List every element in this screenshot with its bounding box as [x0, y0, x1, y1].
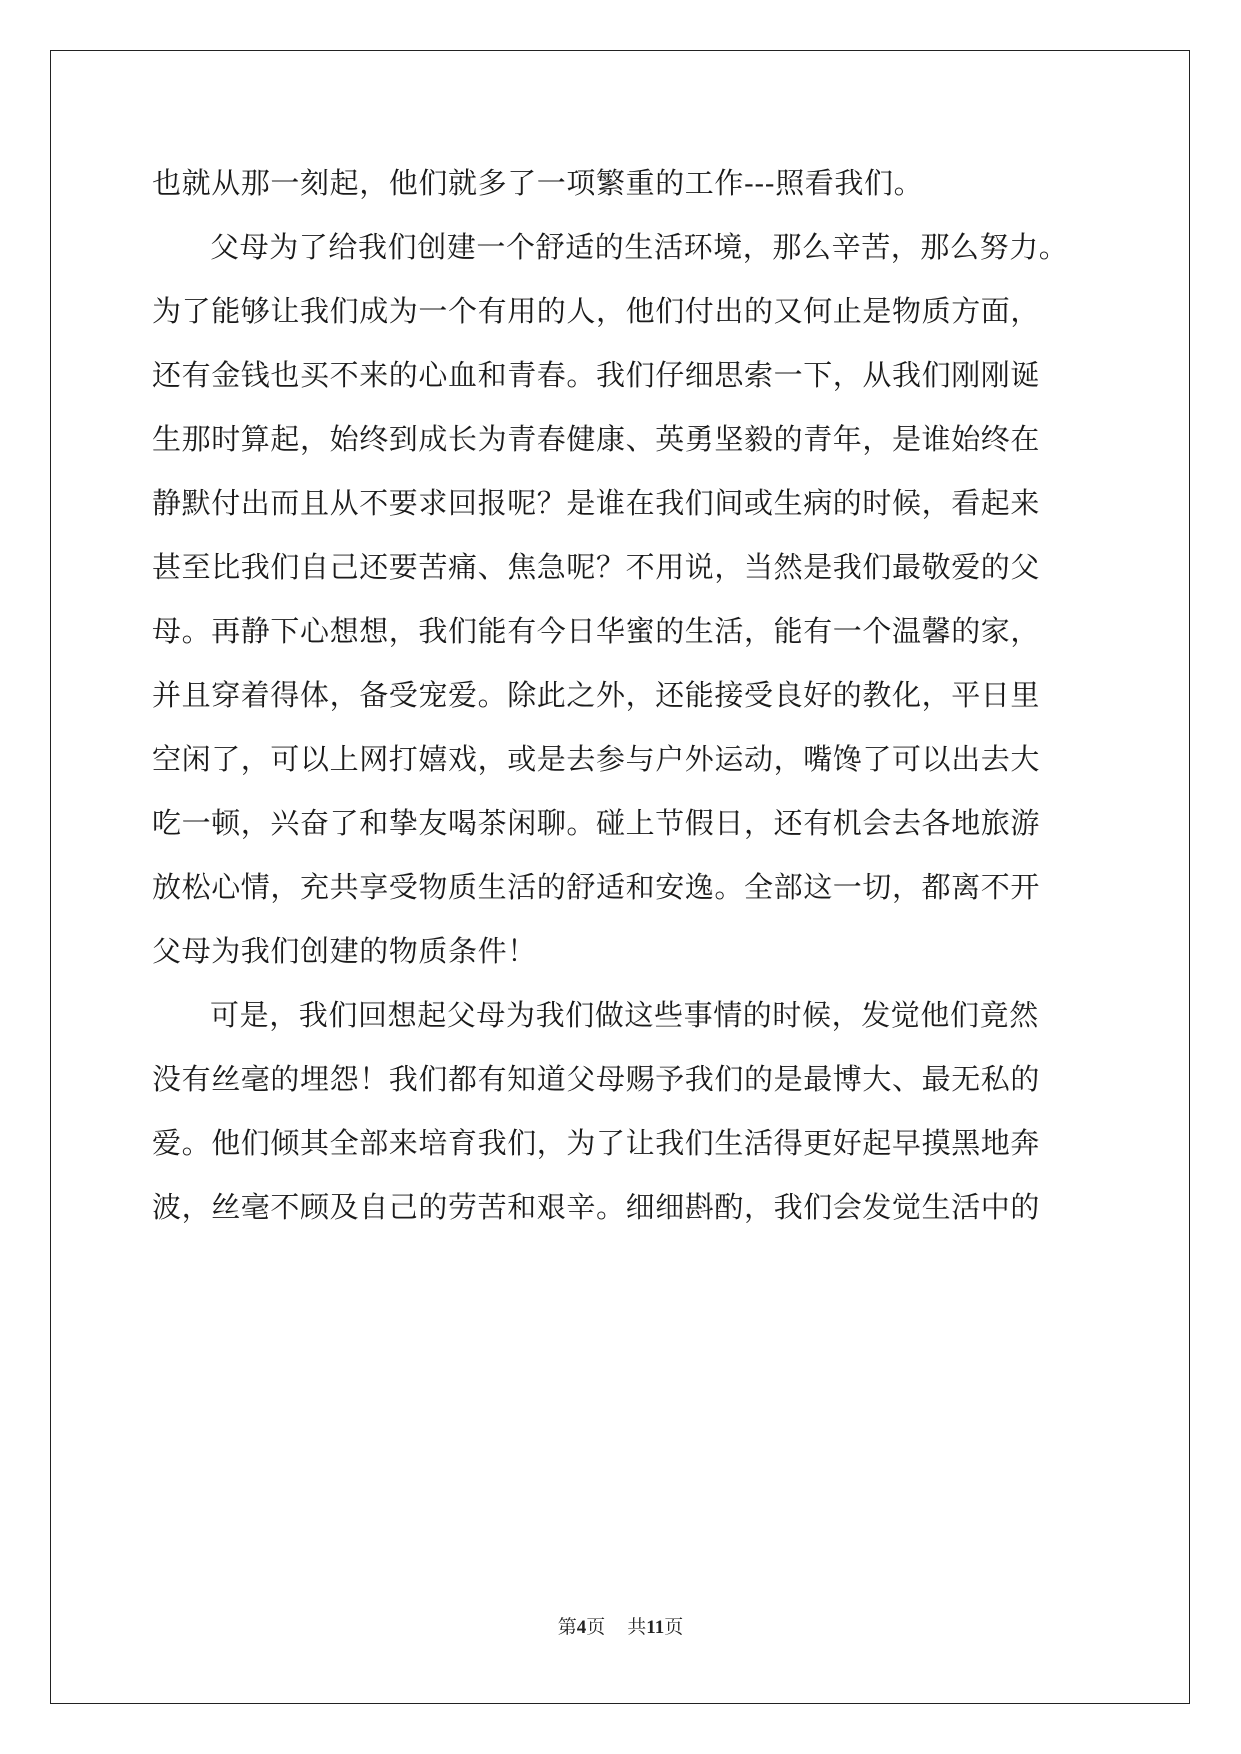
paragraph-line: 吃一顿，兴奋了和挚友喝茶闲聊。碰上节假日，还有机会去各地旅游	[152, 806, 1041, 840]
page-footer	[0, 1612, 1241, 1639]
paragraph-line: 生那时算起，始终到成长为青春健康、英勇坚毅的青年，是谁始终在	[152, 422, 1041, 456]
paragraph-line: 空闲了，可以上网打嬉戏，或是去参与户外运动，嘴馋了可以出去大	[152, 742, 1041, 776]
paragraph-line: 波，丝毫不顾及自己的劳苦和艰辛。细细斟酌，我们会发觉生活中的	[152, 1190, 1041, 1224]
total-suffix: 页	[664, 1617, 684, 1638]
page-prefix: 第	[557, 1617, 577, 1638]
total-prefix: 共	[627, 1617, 647, 1638]
paragraph-line: 还有金钱也买不来的心血和青春。我们仔细思索一下，从我们刚刚诞	[152, 358, 1041, 392]
paragraph-line: 也就从那一刻起，他们就多了一项繁重的工作---照看我们。	[152, 166, 924, 200]
total-pages: 11	[646, 1617, 665, 1638]
paragraph-line: 没有丝毫的埋怨！我们都有知道父母赐予我们的是最博大、最无私的	[152, 1062, 1041, 1096]
paragraph-line: 甚至比我们自己还要苦痛、焦急呢？不用说，当然是我们最敬爱的父	[152, 550, 1041, 584]
document-body	[152, 168, 1092, 1256]
paragraph-line: 父母为了给我们创建一个舒适的生活环境，那么辛苦，那么努力。	[210, 230, 1069, 264]
page-suffix: 页	[586, 1617, 606, 1638]
paragraph-line: 父母为我们创建的物质条件！	[152, 934, 537, 968]
page-number: 4	[576, 1617, 587, 1638]
paragraph-line: 为了能够让我们成为一个有用的人，他们付出的又何止是物质方面，	[152, 294, 1041, 328]
paragraph-line: 并且穿着得体，备受宠爱。除此之外，还能接受良好的教化，平日里	[152, 678, 1041, 712]
paragraph-line: 爱。他们倾其全部来培育我们，为了让我们生活得更好起早摸黑地奔	[152, 1126, 1041, 1160]
paragraph-line: 可是，我们回想起父母为我们做这些事情的时候，发觉他们竟然	[210, 998, 1039, 1032]
paragraph-line: 母。再静下心想想，我们能有今日华蜜的生活，能有一个温馨的家，	[152, 614, 1041, 648]
paragraph-line: 放松心情，充共享受物质生活的舒适和安逸。全部这一切，都离不开	[152, 870, 1041, 904]
paragraph-line: 静默付出而且从不要求回报呢？是谁在我们间或生病的时候，看起来	[152, 486, 1041, 520]
